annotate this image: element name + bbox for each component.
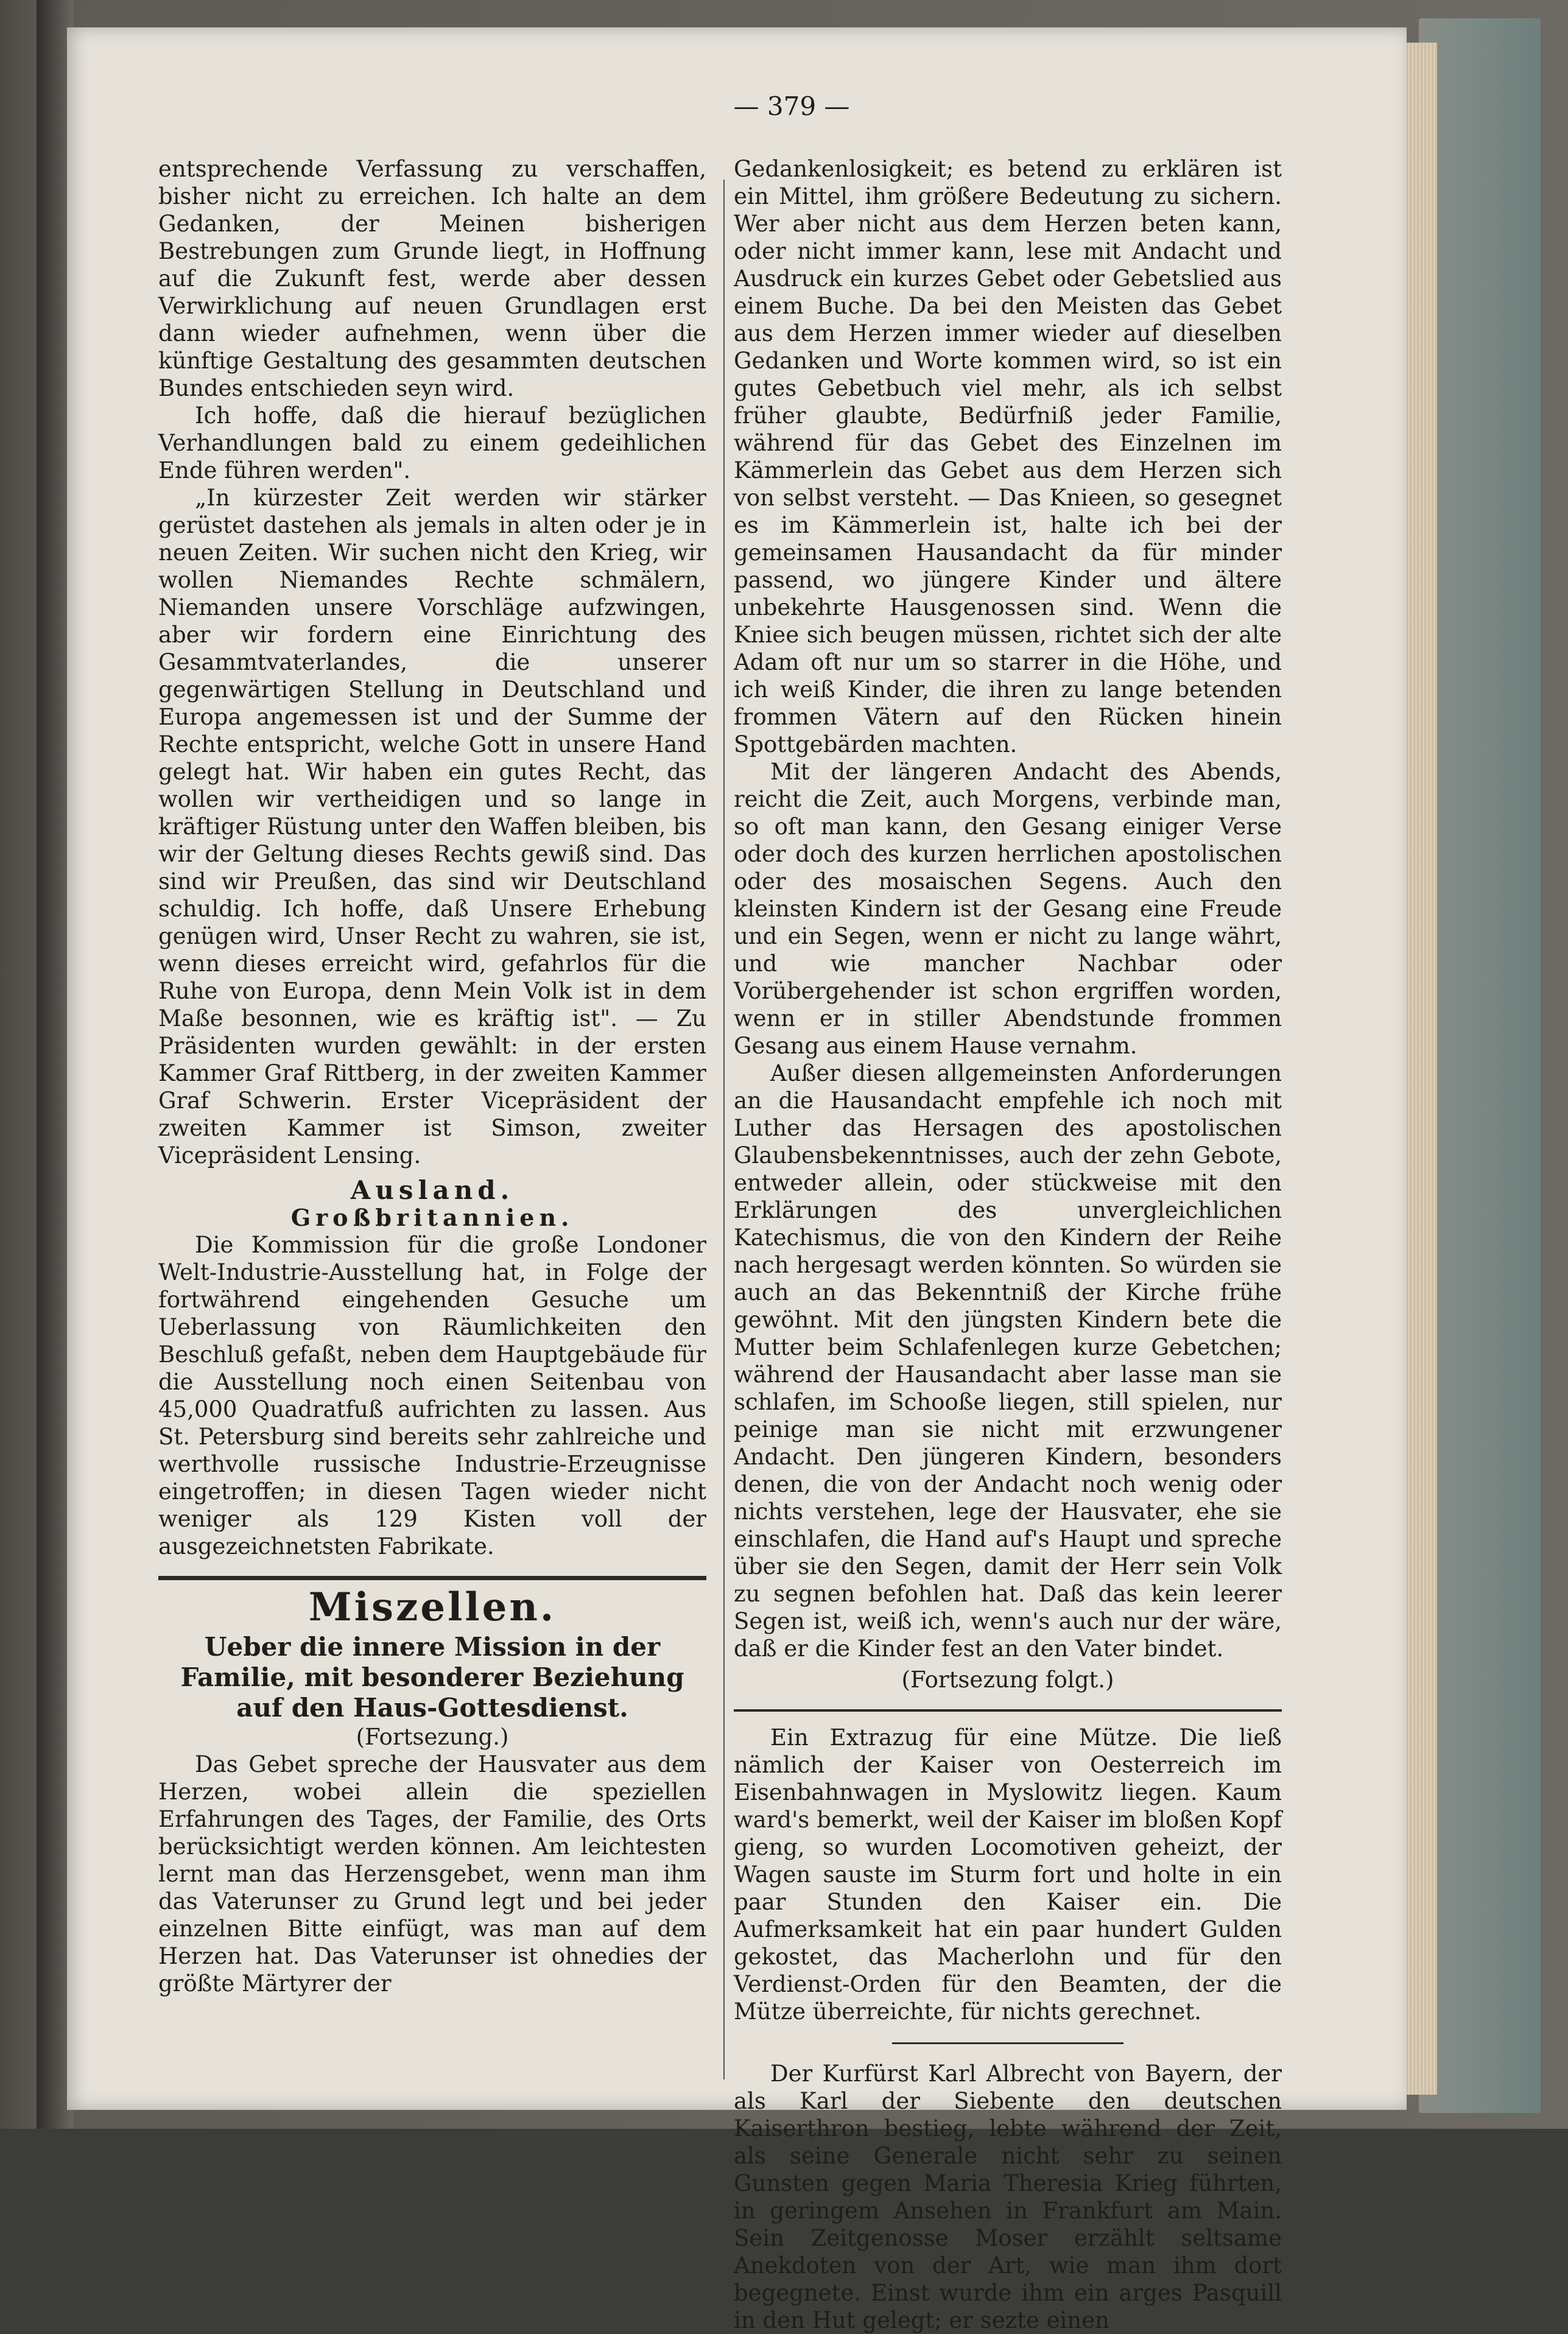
book-page [67, 27, 1407, 2333]
continued-note: (Fortsezung folgt.) [901, 1667, 1114, 1693]
paragraph: Der Kurfürst Karl Albrecht von Bayern, der als Karl der Siebente den deutschen Kaiserthron bestieg, lebte während der Zeit, als seine Generale nicht sehr zu seinen Gunsten gegen Maria Theresia Krieg führten, in geringem Ansehen in Frankfurt am Main. Sein Zeitgenosse Moser erzählt seltsame Anekdoten von der Art, wie man ihm dort begegnete. Einst wurde ihm ein arges Pasquill in den Hut gelegt; er sezte einen [734, 2061, 1282, 2333]
right-column [734, 155, 1282, 2334]
left-column [158, 155, 706, 1997]
paragraph: Ein Extrazug für eine Mütze. Die ließ nämlich der Kaiser von Oesterreich im Eisenbahnwagen in Myslowitz liegen. Kaum ward's bemerkt, weil der Kaiser im bloßen Kopf gieng, so wurden Locomotiven geheizt, der Wagen sauste im Sturm fort und holte in ein paar Stunden den Kaiser ein. Die Aufmerksamkeit hat ein paar hundert Gulden gekostet, das Macherlohn und für den Verdienst-Orden für den Beamten, der die Mütze überreichte, für nichts gerechnet. [734, 1724, 1282, 2025]
section-rule [158, 1576, 706, 1580]
book-cover-edge [1419, 18, 1541, 2113]
paragraph: Die Kommission für die große Londoner Welt-Industrie-Ausstellung hat, in Folge der fortwährend eingehenden Gesuche um Ueberlassung von Räumlichkeiten den Beschluß gefaßt, neben dem Hauptgebäude für die Ausstellung noch einen Seitenbau von 45,000 Quadratfuß aufrichten zu lassen. Aus St. Petersburg sind bereits sehr zahlreiche und werthvolle russische Industrie-Erzeugnisse eingetroffen; in diesen Tagen wieder nicht weniger als 129 Kisten voll der ausgezeichnetsten Fabrikate. [158, 1232, 706, 1559]
paragraph: „In kürzester Zeit werden wir stärker gerüstet dastehen als jemals in alten oder je in neuen Zeiten. Wir suchen nicht den Krieg, wir wollen Niemandes Rechte schmälern, Niemanden unsere Vorschläge aufzwingen, aber wir fordern eine Einrichtung des Gesammtvaterlandes, die unserer gegenwärtigen Stellung in Deutschland und Europa angemessen ist und der Summe der Rechte entspricht, welche Gott in unsere Hand gelegt hat. Wir haben ein gutes Recht, das wollen wir vertheidigen und so lange in kräftiger Rüstung unter den Waffen bleiben, bis wir der Geltung dieses Rechts gewiß sind. Das sind wir Preußen, das sind wir Deutschland schuldig. Ich hoffe, daß Unsere Erhebung genügen wird, Unser Recht zu wahren, sie ist, wenn dieses erreicht wird, gefahrlos für die Ruhe von Europa, denn Mein Volk ist in dem Maße besonnen, wie es kräftig ist". — Zu Präsidenten wurden gewählt: in der ersten Kammer Graf Rittberg, in der zweiten Kammer Graf Schwerin. Erster Vicepräsident der zweiten Kammer ist Simson, zweiter Vicepräsident Lensing. [158, 485, 706, 1169]
paragraph: entsprechende Verfassung zu verschaffen, bisher nicht zu erreichen. Ich halte an dem Gedanken, der Meinen bisherigen Bestrebungen zum Grunde liegt, in Hoffnung auf die Zukunft fest, werde aber dessen Verwirklichung auf neuen Grundlagen erst dann wieder aufnehmen, wenn über die künftige Gestaltung des gesammten deutschen Bundes entschieden seyn wird. [158, 156, 706, 401]
column-divider [723, 180, 725, 2079]
article-subtitle: (Fortsezung.) [356, 1724, 509, 1750]
heading-ausland: Ausland. [350, 1175, 515, 1205]
page-number: — 379 — [733, 91, 850, 121]
paragraph: Gedankenlosigkeit; es betend zu erklären ist ein Mittel, ihm größere Bedeutung zu sichern. Wer aber nicht aus dem Herzen beten kann, oder nicht immer kann, lese mit Andacht und Ausdruck ein kurzes Gebet oder Gebetslied aus einem Buche. Da bei den Meisten das Gebet aus dem Herzen immer wieder auf dieselben Gedanken und Worte kommen wird, so ist ein gutes Gebetbuch viel mehr, als ich selbst früher glaubte, Bedürfniß jeder Familie, während für das Gebet des Einzelnen im Kämmerlein das Gebet aus dem Herzen sich von selbst versteht. — Das Knieen, so gesegnet es im Kämmerlein ist, halte ich bei der gemeinsamen Hausandacht da für minder passend, wo jüngere Kinder und ältere unbekehrte Hausgenossen sind. Wenn die Kniee sich beugen müssen, richtet sich der alte Adam oft nur um so starrer in die Höhe, und ich weiß Kinder, die ihren zu lange betenden frommen Vätern auf den Rücken hinein Spottgebärden machten. [734, 156, 1282, 757]
paragraph: Mit der längeren Andacht des Abends, reicht die Zeit, auch Morgens, verbinde man, so oft man kann, den Gesang einiger Verse oder doch des kurzen herrlichen apostolischen oder des mosaischen Segens. Auch den kleinsten Kindern ist der Gesang eine Freude und ein Segen, wenn er nicht zu lange währt, und wie mancher Nachbar oder Vorübergehender ist schon ergriffen worden, wenn er in stiller Abendstunde frommen Gesang aus einem Hause vernahm. [734, 759, 1282, 1059]
section-title: Miszellen. [308, 1584, 557, 1630]
paragraph: Ich hoffe, daß die hierauf bezüglichen Verhandlungen bald zu einem gedeihlichen Ende führen werden". [158, 402, 706, 483]
short-rule [892, 2042, 1123, 2044]
section-rule [734, 1709, 1282, 1712]
paragraph: Außer diesen allgemeinsten Anforderungen an die Hausandacht empfehle ich noch mit Luther das Hersagen des apostolischen Glaubensbekenntnisses, auch der zehn Gebote, entweder allein, oder stückweise mit den Erklärungen des unvergleichlichen Katechismus, die von den Kindern der Reihe nach hergesagt werden könnten. So würden sie auch an das Bekenntniß der Kirche frühe gewöhnt. Mit den jüngsten Kindern bete die Mutter beim Schlafenlegen kurze Gebetchen; während der Hausandacht aber lasse man sie schlafen, im Schooße liegen, still spielen, nur peinige man sie nicht mit erzwungener Andacht. Den jüngeren Kindern, besonders denen, die von der Andacht noch wenig oder nichts verstehen, lege der Hausvater, ehe sie einschlafen, die Hand auf's Haupt und spreche über sie den Segen, damit der Herr sein Volk zu segnen befohlen hat. Daß das kein leerer Segen ist, weiß ich, wenn's auch nur der wäre, daß er die Kinder fest an den Vater bindet. [734, 1060, 1282, 1662]
paragraph: Das Gebet spreche der Hausvater aus dem Herzen, wobei allein die speziellen Erfahrungen des Tages, der Familie, des Orts berücksichtigt werden können. Am leichtesten lernt man das Herzensgebet, wenn man ihm das Vaterunser zu Grund legt und bei jeder einzelnen Bitte einfügt, was man auf dem Herzen hat. Das Vaterunser ist ohnedies der größte Märtyrer der [158, 1751, 706, 1997]
article-title: Ueber die innere Mission in der Familie, mit besonderer Beziehung auf den Haus-Gottesdienst. [180, 1632, 684, 1723]
heading-grossbritannien: Großbritannien. [290, 1204, 574, 1231]
